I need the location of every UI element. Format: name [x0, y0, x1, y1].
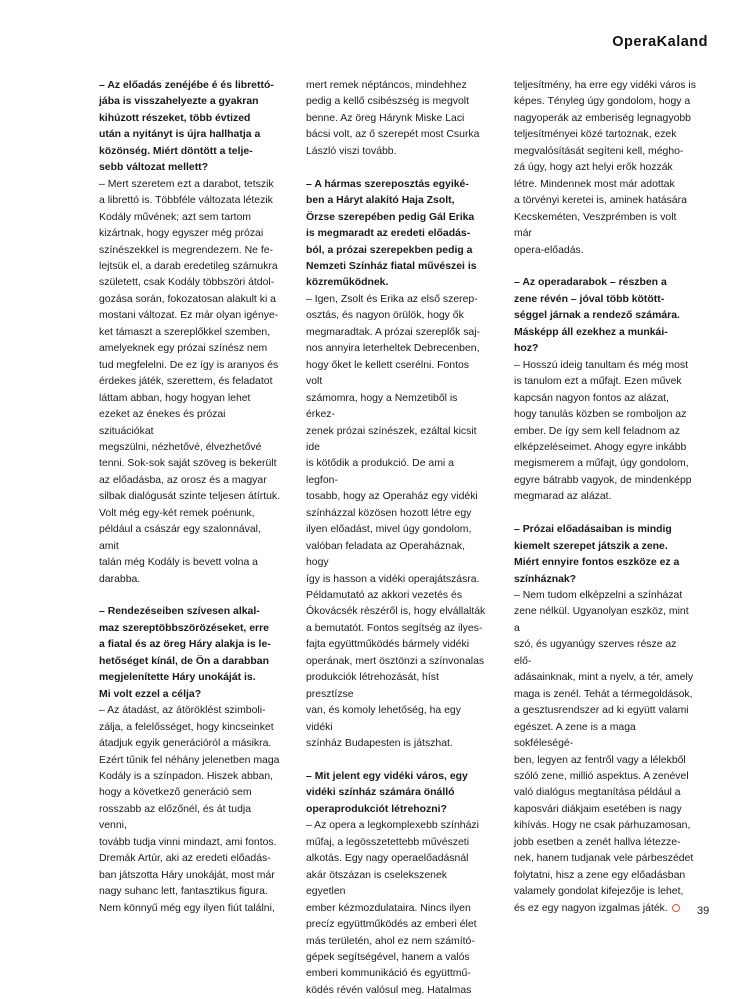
text-line: színészekkel is megrendezem. Ne fe- — [99, 244, 274, 256]
text-line: hogy a következő generáció sem — [99, 787, 252, 799]
text-line: benne. Az öreg Hárynk Miske Laci — [306, 112, 465, 124]
text-line: szó, és ugyanúgy szerves része az elő- — [514, 639, 677, 667]
text-line: való dialógus megtanítása például a — [514, 787, 681, 799]
text-line: nek, hanem tudjanak vele párbeszédet — [514, 853, 694, 865]
text-line: kapcsán nagyon fontos az alázat, — [514, 392, 669, 404]
text-line: ban játszotta Háry unokáját, most már — [99, 869, 275, 881]
text-line: Kecskeméten, Veszprémben is volt már — [514, 211, 677, 240]
text-line: – Rendezéseiben szívesen alkal- — [99, 606, 260, 618]
text-line: érdekes játék, szerettem, és feladatot — [99, 376, 273, 388]
text-line: ködés révén valósul meg. Hatalmas — [306, 984, 472, 996]
text-line: maz szereptöbbszörözéseket, erre — [99, 622, 269, 634]
text-line: zene nélkül. Ugyanolyan eszköz, mint a — [514, 606, 689, 634]
answer-4 — [306, 818, 488, 999]
text-line: Dremák Artúr, aki az eredeti előadás- — [99, 853, 271, 865]
text-line: László viszi tovább. — [306, 145, 397, 157]
text-line: darabba. — [99, 573, 141, 585]
column-1 — [99, 78, 281, 917]
text-line: alkotás. Egy nagy operaelőadásnál — [306, 853, 469, 865]
text-line: nagyoperák az emberiség legnagyobb — [514, 112, 691, 124]
answer-2 — [99, 703, 281, 917]
text-line: – Mert szeretem ezt a darabot, tetszik — [99, 178, 274, 190]
text-line: közreműködnek. — [306, 277, 389, 289]
text-line: tud megfelelni. De ez így is aranyos és — [99, 359, 279, 371]
text-line: kihívás. Hogy ne csak párhuzamosan, — [514, 820, 691, 832]
text-line: vidéki színház számára önálló — [306, 787, 455, 799]
text-line: ket támaszt a szereplőkkel szemben, — [99, 326, 271, 338]
text-line: számomra, hogy a Nemzetiből is érkez- — [306, 392, 458, 421]
text-line: egészet. A zene is a maga sokféleségé- — [514, 721, 636, 750]
text-line: kizártnak, hogy egyszer még prózai — [99, 228, 264, 240]
text-line: – Hosszú ideig tanultam és még most — [514, 359, 689, 371]
text-line: lejtsük el, a darab eredetileg számukra — [99, 260, 278, 272]
question-4 — [306, 769, 488, 818]
answer-3 — [306, 292, 488, 753]
text-line: és ez egy nagyon izgalmas játék. — [514, 902, 668, 914]
question-1 — [99, 78, 281, 177]
text-line: létre. Mindennek most már adottak — [514, 178, 675, 190]
text-line: közönség. Miért döntött a telje- — [99, 145, 253, 157]
text-line: nagy suhanc lett, fantasztikus figura. — [99, 886, 268, 898]
text-line: Örzse szerepében pedig Gál Erika — [306, 211, 475, 223]
text-line: operaprodukciót létrehozni? — [306, 803, 447, 815]
text-line: zálja, a felelősséget, hogy kincseinket — [99, 721, 274, 733]
text-line: tosabb, hogy az Operaház egy vidéki — [306, 491, 478, 503]
text-line: a librettó is. Többféle változata létezik — [99, 195, 273, 207]
text-line: Ezért tűnik fel néhány jelenetben maga — [99, 754, 280, 766]
text-line: a bemutatót. Fontos segítség az ilyes- — [306, 622, 483, 634]
question-6 — [514, 522, 696, 588]
text-line: is megmaradt az eredeti előadás- — [306, 228, 471, 240]
answer-4-continued — [514, 78, 696, 259]
text-line: ember kézmozdulataira. Nincs ilyen — [306, 902, 471, 914]
text-line: opera-előadás. — [514, 244, 584, 256]
text-line: gozása során, fokozatosan alakult ki a — [99, 293, 276, 305]
text-line: jába is visszahelyezte a gyakran — [99, 96, 259, 108]
text-line: Másképp áll ezekhez a munkái- — [514, 326, 668, 338]
text-line: – Prózai előadásaiban is mindig — [514, 524, 672, 536]
text-line: kihúzott részeket, több évtized — [99, 112, 251, 124]
text-line: Kodály is a színpadon. Hiszek abban, — [99, 771, 274, 783]
text-line: képes. Tényleg úgy gondolom, hogy a — [514, 96, 691, 108]
text-line: például a császár egy szalonnával, amit — [99, 524, 261, 552]
text-line: – Mit jelent egy vidéki város, egy — [306, 771, 468, 782]
text-line: Nem könnyű még egy ilyen fiút találni, — [99, 902, 275, 914]
text-line: – Igen, Zsolt és Erika az első szerep- — [306, 293, 478, 305]
text-line: talán még Kodály is bevett volna a — [99, 557, 258, 569]
text-line: a gesztusrendszer ad ki együtt valami — [514, 705, 689, 717]
text-line: ben a Háryt alakító Haja Zsolt, — [306, 195, 455, 207]
text-line: hogy tanulás közben se romboljon az — [514, 409, 687, 421]
text-line: valóban feladata az Operaháznak, hogy — [306, 540, 465, 569]
text-line: más területén, ahol ez nem számító- — [306, 935, 475, 947]
text-line: is kötődik a produkció. De ami a legfon- — [306, 458, 454, 486]
text-line: teljesítmény, ha erre egy vidéki város is — [514, 80, 696, 91]
text-line: Példamutató az akkori vezetés és — [306, 590, 463, 602]
text-line: valamely gondolat kifejezője is lehet, — [514, 886, 684, 898]
text-line: ilyen előadást, mivel úgy gondolom, — [306, 524, 472, 536]
text-line: pedig a kellő csibészség is megvolt — [306, 96, 470, 108]
text-line: színháznak? — [514, 573, 577, 585]
text-line: mert remek néptáncos, mindehhez — [306, 80, 467, 91]
text-line: megvalósítását segíteni kell, mégho- — [514, 145, 684, 157]
page-number: 39 — [697, 905, 710, 917]
text-line: akár ötszázan is cselekszenek egyetlen — [306, 869, 447, 898]
text-line: is tanulom ezt a műfajt. Ezen művek — [514, 376, 682, 388]
text-line: mostani változat. Ez már olyan igénye- — [99, 310, 279, 322]
text-line: hoz? — [514, 343, 539, 355]
text-line: ember. De így sem kell feladnom az — [514, 425, 680, 437]
text-line: Mi volt ezzel a célja? — [99, 688, 202, 700]
text-line: kiemelt szerepet játszik a zene. — [514, 540, 668, 552]
text-line: nos annyira leterheltek Debrecenben, — [306, 343, 480, 355]
text-line: adásainknak, mint a nyelv, a tér, amely — [514, 672, 694, 684]
text-line: láttam abban, hogy hogyan lehet — [99, 392, 251, 404]
text-line: osztás, és nagyon örülök, hogy ők — [306, 310, 464, 322]
text-line: – Az átadást, az átöröklést szimboli- — [99, 705, 266, 717]
text-line: ezeket az énekes és prózai szituációkat — [99, 409, 226, 437]
text-line: így is hasson a vidéki operajátszásra. — [306, 573, 480, 585]
text-line: Volt még egy-két remek poénunk, — [99, 507, 255, 519]
column-3 — [514, 78, 696, 917]
text-line: folytatni, hisz a zene egy előadásban — [514, 869, 686, 881]
question-5 — [514, 275, 696, 357]
answer-2-continued — [306, 78, 488, 160]
text-line: megszülni, nézhetővé, élvezhetővé — [99, 441, 262, 453]
text-line: hogy őket le kellett cserélni. Fontos volt — [306, 359, 470, 388]
text-line: született, csak Kodály többszöri átdol- — [99, 277, 275, 289]
text-line: Ókovácsék részéről is, hogy elvállalták — [306, 606, 486, 618]
text-line: szóló zene, millió aspektus. A zenével — [514, 771, 689, 782]
text-line: sebb változat mellett? — [99, 162, 209, 174]
text-line: – Az előadás zenéjébe é és librettó- — [99, 80, 274, 91]
text-line: átadjuk egyik generációról a másikra. — [99, 738, 272, 750]
text-line: egyre bátrabb vagyok, de mindenképp — [514, 474, 692, 486]
answer-1 — [99, 177, 281, 588]
text-line: a fiatal és az öreg Háry alakja is le- — [99, 639, 271, 651]
text-line: tovább tudja vinni mindazt, ami fontos. — [99, 836, 277, 848]
text-line: produkciók létrehozását, híst presztízse — [306, 672, 439, 700]
magazine-header: OperaKaland — [612, 34, 708, 50]
question-3 — [306, 177, 488, 292]
text-line: maga is zenél. Tehát a térmegoldások, — [514, 688, 693, 700]
text-line: Kodály művének; azt sem tartom — [99, 211, 251, 223]
text-line: után a nyitányt is újra hallhatja a — [99, 129, 261, 141]
text-line: séggel járnak a rendező számára. — [514, 310, 680, 322]
text-line: silbak dialógusát szinte teljesen átírtuk. — [99, 491, 281, 503]
text-line: műfaj, a legösszetettebb művészeti — [306, 836, 470, 848]
text-line: az előadásba, az orosz és a magyar — [99, 474, 267, 486]
text-line: rosszabb az előzőnél, és át tudja venni, — [99, 803, 252, 832]
text-line: ben, legyen az fentről vagy a lélekből — [514, 754, 686, 766]
text-line: – Az opera a legkomplexebb színházi — [306, 820, 479, 832]
text-line: van, és komoly lehetőség, ha egy vidéki — [306, 705, 461, 733]
text-line: színházzal közösen hozott létre egy — [306, 507, 472, 519]
text-line: – Az operadarabok – részben a — [514, 277, 667, 289]
text-line: amelyeknek egy prózai színész nem — [99, 343, 268, 355]
text-line: tenni. Sok-sok saját szöveg is bekerült — [99, 458, 277, 470]
text-line: – Nem tudom elképzelni a színházat — [514, 590, 683, 602]
text-line: Nemzeti Színház fiatal művészei is — [306, 260, 477, 272]
text-line: operának, mert ösztönzi a színvonalas — [306, 655, 485, 667]
text-line: megjelenítette Háry unokáját is. — [99, 672, 256, 684]
text-line: megmaradtak. A prózai szereplők saj- — [306, 326, 481, 338]
text-line: zá úgy, hogy azt helyi erők hozzák — [514, 162, 673, 174]
text-line: zene révén – jóval több kötött- — [514, 293, 665, 305]
end-of-article-icon — [672, 904, 680, 912]
text-line: fajta együttműködés bármely vidéki — [306, 639, 470, 651]
text-line: gépek segítségével, hanem a valós — [306, 951, 470, 963]
text-line: elképzeléseimet. Ahogy egyre inkább — [514, 441, 687, 453]
text-line: színház Budapesten is játszhat. — [306, 738, 453, 750]
text-line: megismerem a műfajt, úgy gondolom, — [514, 458, 689, 470]
text-line: bácsi volt, az ő szerepét most Csurka — [306, 129, 480, 141]
text-line: jobb esetben a zenét hallva létezze- — [514, 836, 681, 848]
text-line: emberi kommunikáció és együttmű- — [306, 968, 471, 980]
column-2 — [306, 78, 488, 999]
text-line: megmarad az alázat. — [514, 491, 612, 503]
text-line: hetőséget kínál, de Ön a darabban — [99, 655, 269, 667]
text-line: zenek prózai színészek, ezáltal kicsit ide — [306, 425, 477, 453]
answer-5 — [514, 358, 696, 506]
text-line: kaposvári diákjaim esetében is nagy — [514, 803, 682, 815]
text-line: – A hármas szereposztás egyiké- — [306, 178, 469, 190]
text-line: a törvényi keretei is, aminek hatására — [514, 195, 687, 207]
text-line: Miért ennyire fontos eszköze ez a — [514, 557, 680, 569]
question-2 — [99, 604, 281, 703]
text-line: precíz együttműködés az emberi élet — [306, 919, 477, 931]
text-line: teljesítményei közé tartoznak, ezek — [514, 129, 677, 141]
answer-6 — [514, 588, 696, 917]
text-line: ból, a prózai szerepekben pedig a — [306, 244, 473, 256]
